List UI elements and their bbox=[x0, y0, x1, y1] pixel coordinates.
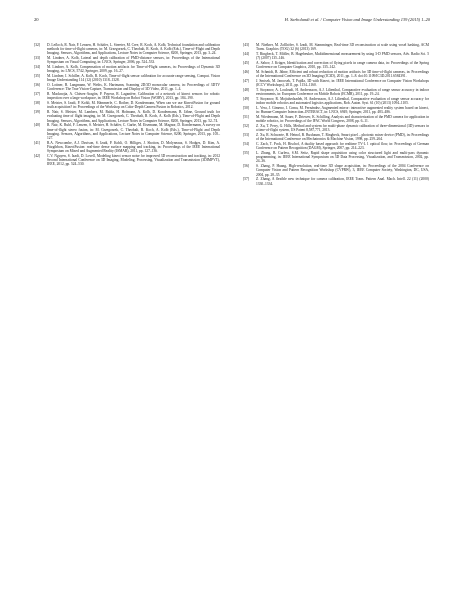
reference-text: C. Zach, T. Pock, H. Bischof, A duality based approach for realtime TV-L 1 optical flow, in: Proceedings of German Conference on Pattern Recognition (DAGM), Springer, 2007, pp. 214–223. bbox=[256, 142, 429, 151]
reference-text: O. Lottner, B. Langmann, W. Weihs, K. Hartmann, Scanning 2D/3D monocular camera, in: Proceedings of 3DTV Conference: The True Vision-Capture, Transmission and Display of 3D Video, 2011, pp. 1–4. bbox=[47, 83, 220, 92]
reference-text: S. Meister, S. Izadi, P. Kohli, M. Hämmerle, C. Rother, D. Kondermann, When can we use KinectFusion for ground truth acquisition? in: Proceedings of the Workshop on Color-Depth Camera Fusion in Robotics, 2012. bbox=[47, 101, 220, 110]
reference-entry bbox=[34, 101, 220, 109]
reference-text: M. Wiedemann, M. Sauer, F. Driewer, K. Schilling, Analysis and characterization of the PMD camera for application in mobile robotics, in: Proceedings of the IFAC World Congress, 2008, pp. 6–11. bbox=[256, 115, 429, 124]
reference-number: [32] bbox=[34, 43, 40, 47]
reference-text: Z. Xu, T. Perry, G. Hills, Method and system for multi-phase dynamic calibration of three-dimensional (3D) sensors in a time-of-flight system, US Patent 8,587,771, 2013. bbox=[256, 124, 429, 133]
reference-entry bbox=[34, 43, 220, 56]
reference-number: [40] bbox=[34, 123, 40, 128]
reference-entry bbox=[34, 154, 220, 167]
reference-text: R. Nair, K. Ruhl, F. Lenzen, S. Meister, H. Schäfer, C. Garbe, M. Eisemann, M. Magnor, D. Kondermann, A survey on time-of-flight stereo fusion, in: M. Grzegorzek, C. Theobalt, R. Koch, A. Kolb (Eds.), Time-of-Flight and Depth Imaging. Sensors, Algorithms, and Applications, Lecture Notes in Computer Science, 8200, Springer, 2013, pp. 105–127. bbox=[47, 123, 220, 141]
reference-text: L. Zhang, B. Curless, S.M. Seitz, Rapid shape acquisition using color structured light and multi-pass dynamic programming, in: IEEE International Symposium on 3D Data Processing, Visualization, and Transmission, 2002, pp. 24–36. bbox=[256, 151, 429, 164]
reference-number: [53] bbox=[243, 133, 249, 137]
reference-text: L. Vera, J. Gimeno, I. Coma, M. Fernández, Augmented mirror: interactive augmented reality system based on kinect, in: Human-Computer Interaction–INTERACT, in: LNCS, 6949, Springer, 2011, pp. 483–486. bbox=[256, 106, 429, 115]
reference-number: [46] bbox=[243, 70, 249, 74]
reference-text: C.V. Nguyen, S. Izadi, D. Lovell, Modeling kinect sensor noise for improved 3D reconstruction and tracking, in: 2012 Second International Conference on 3D Imaging, Modeling, Processing, Visualization and Transmission (3DIMPVT), IEEE, 2012, pp. 524–530. bbox=[47, 154, 220, 167]
reference-number: [38] bbox=[34, 101, 40, 106]
reference-text: T. Stoyanov, A. Louloudi, H. Andreasson, A.J. Lilienthal, Comparative evaluation of range sensor accuracy in indoor environments, in: European Conference on Mobile Robots (ECMR), 2011, pp. 19–24. bbox=[256, 88, 429, 97]
reference-number: [44] bbox=[243, 52, 249, 56]
reference-text: Z. Xu, R. Schwarte, H. Heinol, B. Buxbaum, T. Ringbeck, Smart pixel – photonic mixer device (PMD), in: Proceedings of the International Conference on Mechatronics & Machine Vision, 1998, pp. 259–264. bbox=[256, 133, 429, 142]
reference-number: [36] bbox=[34, 83, 40, 88]
reference-text: A. Sabov, J. Krüger, Identification and correction of flying pixels in range camera data, in: Proceedings of the Spring Conference on Computer Graphics, 2010, pp. 135–142. bbox=[256, 61, 429, 70]
reference-number: [42] bbox=[34, 154, 40, 159]
reference-text: R. Macknojia, A. Chávez-Aragón, P. Payeur, R. Laganière, Calibration of a network of kinect sensors for robotic inspection over a large workspace, in: IEEE Workshop on Robot Vision (WORV), 2013, pp. 184–190. bbox=[47, 92, 220, 101]
reference-number: [33] bbox=[34, 56, 40, 61]
reference-number: [37] bbox=[34, 92, 40, 97]
reference-entry bbox=[243, 142, 429, 150]
reference-entry bbox=[34, 56, 220, 64]
reference-entry bbox=[34, 74, 220, 82]
reference-entry bbox=[243, 88, 429, 96]
reference-entry bbox=[243, 61, 429, 69]
reference-number: [43] bbox=[243, 43, 249, 47]
reference-number: [55] bbox=[243, 151, 249, 155]
reference-entry bbox=[243, 97, 429, 105]
reference-text: M. Schmidt, B. Jähne, Efficient and robust reduction of motion artifacts for 3D time-of-flight cameras, in: Proceedings of the International Conference on 3D Imaging (IC3D), 2011, pp. 1–8. doi:10.1109/IC3D.2011.6584391. bbox=[256, 70, 429, 79]
reference-entry bbox=[243, 115, 429, 123]
references-column-left bbox=[34, 43, 220, 167]
reference-entry bbox=[34, 141, 220, 154]
page-number: 20 bbox=[34, 17, 39, 22]
reference-number: [57] bbox=[243, 177, 249, 182]
reference-number: [50] bbox=[243, 106, 249, 110]
reference-text: M. Lindner, A. Kolb, Compensation of motion artifacts for Time-of-Flight cameras, in: Proceedings of Dynamic 3D Imaging, in: LNCS, 5742, Springer, 2009, pp. 16–27. bbox=[47, 65, 220, 74]
reference-entry bbox=[243, 52, 429, 60]
reference-number: [34] bbox=[34, 65, 40, 70]
reference-number: [39] bbox=[34, 110, 40, 115]
reference-number: [49] bbox=[243, 97, 249, 101]
reference-entry bbox=[34, 123, 220, 140]
reference-text: D. Lefloch, R. Nair, F. Lenzen, H. Schäfer, L. Streeter, M. Cree, R. Koch, A. Kolb, Technical foundation and calibration methods for time-of-flight cameras, in: M. Grzegorzek, C. Theobalt, R. Koch, A. Kolb (Eds.), Time-of-Flight and Depth Imaging. Sensors, Algorithms, and Applications, Lecture Notes in Computer Science, 8200, Springer, 2013, pp. 3–24. bbox=[47, 43, 220, 56]
reference-text: J. Smisek, M. Jancosek, T. Pajdla, 3D with Kinect, in: IEEE International Conference on Computer Vision Workshops (ICCV Workshops), 2011, pp. 1154–1160. bbox=[256, 79, 429, 88]
reference-entry bbox=[243, 124, 429, 132]
reference-entry bbox=[243, 177, 429, 185]
reference-entry bbox=[34, 92, 220, 100]
reference-entry bbox=[243, 43, 429, 51]
reference-entry bbox=[34, 83, 220, 91]
references-column-right bbox=[243, 43, 429, 186]
reference-text: T. Stoyanov, R. Mojtahedzadeh, H. Andreasson, A.J. Lilienthal, Comparative evaluation of range sensor accuracy for indoor mobile robotics and automated logistics applications, Rob. Auton. Syst. 61 (10) (2013) 1094–1105. bbox=[256, 97, 429, 106]
reference-entry bbox=[34, 65, 220, 73]
reference-number: [56] bbox=[243, 164, 249, 169]
reference-entry bbox=[243, 79, 429, 87]
reference-number: [45] bbox=[243, 61, 249, 65]
reference-entry bbox=[243, 70, 429, 78]
reference-text: M. Nießner, M. Zollhöfer, S. Izadi, M. Stamminger, Real-time 3D reconstruction at scale using voxel hashing, ACM Trans. Graphics (TOG) 32 (6) (2013) 169. bbox=[256, 43, 429, 52]
reference-text: T. Ringbeck, T. Möller, B. Hagebeuker, Multidimensional measurement by using 3-D PMD sensors, Adv. Radio Sci. 5 (7) (2007) 135–146. bbox=[256, 52, 429, 61]
reference-text: Z. Zhang, A flexible new technique for camera calibration, IEEE Trans. Pattern Anal. Mach. Intell. 22 (11) (2000) 1330–1334. bbox=[256, 177, 429, 186]
reference-entry bbox=[243, 164, 429, 177]
reference-text: S. Zhang, P. Huang, High-resolution, real-time 3D shape acquisition, in: Proceedings of the 2004 Conference on Computer Vision and Pattern Recognition Workshop (CVPRW), 3, IEEE Computer Society, Washington, DC, USA, 2004, pp. 28–35. bbox=[256, 164, 429, 177]
reference-text: M. Lindner, I. Schiller, A. Kolb, R. Koch, Time-of-flight sensor calibration for accurate range sensing, Comput. Vision Image Understanding 114 (12) (2010) 1318–1328. bbox=[47, 74, 220, 83]
reference-text: R. Nair, S. Meister, M. Lambers, M. Balda, H. Hofmann, A. Kolb, D. Kondermann, B. Jähne, Ground truth for evaluating time of flight imaging, in: M. Grzegorzek, C. Theobalt, R. Koch, A. Kolb (Eds.), Time-of-Flight and Depth Imaging. Sensors, Algorithms, and Applications, Lecture Notes in Computer Science, 8200, Springer, 2013, pp. 52–74. bbox=[47, 110, 220, 123]
reference-number: [47] bbox=[243, 79, 249, 83]
reference-text: M. Lindner, A. Kolb, Lateral and depth calibration of PMD-distance sensors, in: Proceedings of the International Symposium on Visual Computing, in: LNCS, Springer, 2006, pp. 524–533. bbox=[47, 56, 220, 65]
reference-entry bbox=[243, 151, 429, 164]
reference-number: [54] bbox=[243, 142, 249, 146]
reference-entry bbox=[34, 110, 220, 123]
reference-entry bbox=[243, 106, 429, 114]
reference-text: R.A. Newcombe, A.J. Davison, S. Izadi, P. Kohli, O. Hilliges, J. Shotton, D. Molyneaux, S. Hodges, D. Kim, A. Fitzgibbon, KinectFusion: real-time dense surface mapping and tracking, in: Proceedings of the IEEE International Symposium on Mixed and Augmented Reality (ISMAR), 2011, pp. 127–136. bbox=[47, 140, 220, 154]
reference-number: [41] bbox=[34, 140, 40, 145]
reference-number: [52] bbox=[243, 124, 249, 128]
running-head: H. Sarbolandi et al. / Computer Vision and Image Understanding 139 (2015) 1–20 bbox=[284, 17, 430, 22]
reference-entry bbox=[243, 133, 429, 141]
reference-number: [35] bbox=[34, 74, 40, 79]
reference-number: [51] bbox=[243, 115, 249, 119]
page-header bbox=[34, 17, 430, 25]
reference-number: [48] bbox=[243, 88, 249, 92]
